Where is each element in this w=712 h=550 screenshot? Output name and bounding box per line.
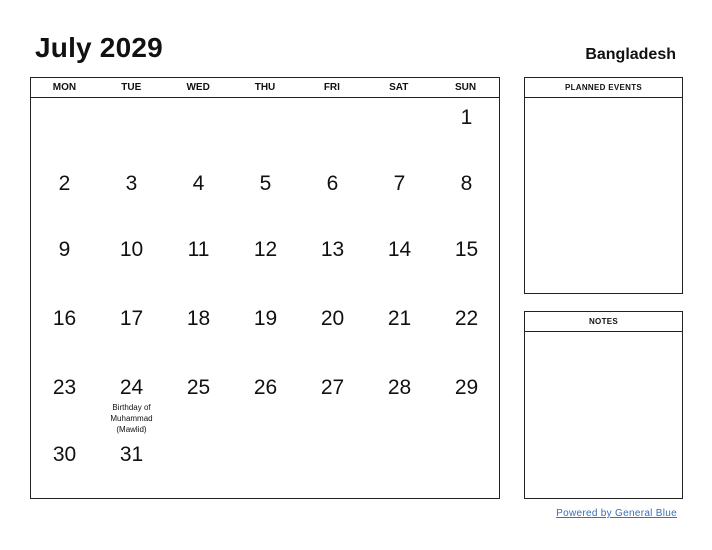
notes-header: NOTES bbox=[525, 312, 682, 332]
day-number: 4 bbox=[192, 172, 205, 195]
page-title: July 2029 bbox=[35, 32, 163, 63]
day-number: 9 bbox=[58, 238, 71, 261]
day-number: 10 bbox=[119, 238, 144, 261]
day-cell bbox=[433, 238, 500, 262]
weekday-tue: TUE bbox=[121, 82, 142, 93]
day-number: 16 bbox=[52, 307, 77, 330]
day-number: 19 bbox=[253, 307, 278, 330]
day-cell bbox=[98, 238, 165, 262]
day-number: 18 bbox=[186, 307, 211, 330]
day-number: 6 bbox=[326, 172, 339, 195]
planned-events-panel bbox=[524, 77, 683, 294]
day-number: 13 bbox=[320, 238, 345, 261]
day-cell bbox=[299, 376, 366, 400]
day-cell bbox=[299, 307, 366, 331]
weekday-mon: MON bbox=[52, 82, 77, 93]
day-number: 21 bbox=[387, 307, 412, 330]
day-cell bbox=[31, 172, 98, 196]
day-cell bbox=[98, 172, 165, 196]
day-number: 2 bbox=[58, 172, 71, 195]
day-cell bbox=[433, 106, 500, 130]
day-number: 20 bbox=[320, 307, 345, 330]
day-number: 24 bbox=[119, 376, 144, 399]
day-number: 27 bbox=[320, 376, 345, 399]
day-number: 29 bbox=[454, 376, 479, 399]
day-number: 5 bbox=[259, 172, 272, 195]
day-number: 28 bbox=[387, 376, 412, 399]
day-number: 14 bbox=[387, 238, 412, 261]
day-number: 30 bbox=[52, 443, 77, 466]
holiday-label: Birthday of Muhammad (Mawlid) bbox=[110, 403, 153, 434]
day-cell bbox=[232, 172, 299, 196]
day-cell bbox=[433, 172, 500, 196]
day-number: 11 bbox=[187, 238, 210, 261]
day-cell bbox=[433, 307, 500, 331]
weekday-fri: FRI bbox=[323, 82, 340, 93]
day-number: 1 bbox=[460, 106, 473, 129]
weekday-sun: SUN bbox=[455, 82, 477, 93]
day-cell bbox=[366, 172, 433, 196]
day-number: 3 bbox=[125, 172, 138, 195]
powered-by-link[interactable]: Powered by General Blue bbox=[556, 508, 677, 519]
day-cell bbox=[31, 443, 98, 467]
day-cell bbox=[98, 307, 165, 331]
day-number: 15 bbox=[454, 238, 479, 261]
day-number: 12 bbox=[253, 238, 278, 261]
day-number: 8 bbox=[460, 172, 473, 195]
day-cell bbox=[165, 172, 232, 196]
day-cell bbox=[232, 238, 299, 262]
notes-panel bbox=[524, 311, 683, 499]
day-cell bbox=[165, 307, 232, 331]
planned-events-header: PLANNED EVENTS bbox=[525, 78, 682, 98]
day-number: 23 bbox=[52, 376, 77, 399]
day-number: 26 bbox=[253, 376, 278, 399]
weekday-header bbox=[31, 78, 499, 98]
day-number: 25 bbox=[186, 376, 211, 399]
day-cell bbox=[366, 238, 433, 262]
day-cell bbox=[366, 307, 433, 331]
day-cell bbox=[165, 238, 232, 262]
country-label: Bangladesh bbox=[585, 46, 676, 63]
day-cell bbox=[98, 443, 165, 467]
weekday-sat: SAT bbox=[389, 82, 409, 93]
day-cell bbox=[299, 172, 366, 196]
weekday-thu: THU bbox=[254, 82, 276, 93]
day-cell bbox=[31, 307, 98, 331]
day-cell bbox=[232, 307, 299, 331]
day-cell bbox=[98, 376, 165, 435]
day-cell bbox=[433, 376, 500, 400]
weekday-wed: WED bbox=[186, 82, 210, 93]
day-cell bbox=[165, 376, 232, 400]
day-cell bbox=[299, 238, 366, 262]
day-number: 7 bbox=[393, 172, 406, 195]
day-cell bbox=[232, 376, 299, 400]
day-cell bbox=[366, 376, 433, 400]
day-number: 17 bbox=[119, 307, 144, 330]
day-number: 22 bbox=[454, 307, 479, 330]
day-cell bbox=[31, 238, 98, 262]
calendar-grid bbox=[30, 77, 500, 499]
day-cell bbox=[31, 376, 98, 400]
day-number: 31 bbox=[119, 443, 144, 466]
